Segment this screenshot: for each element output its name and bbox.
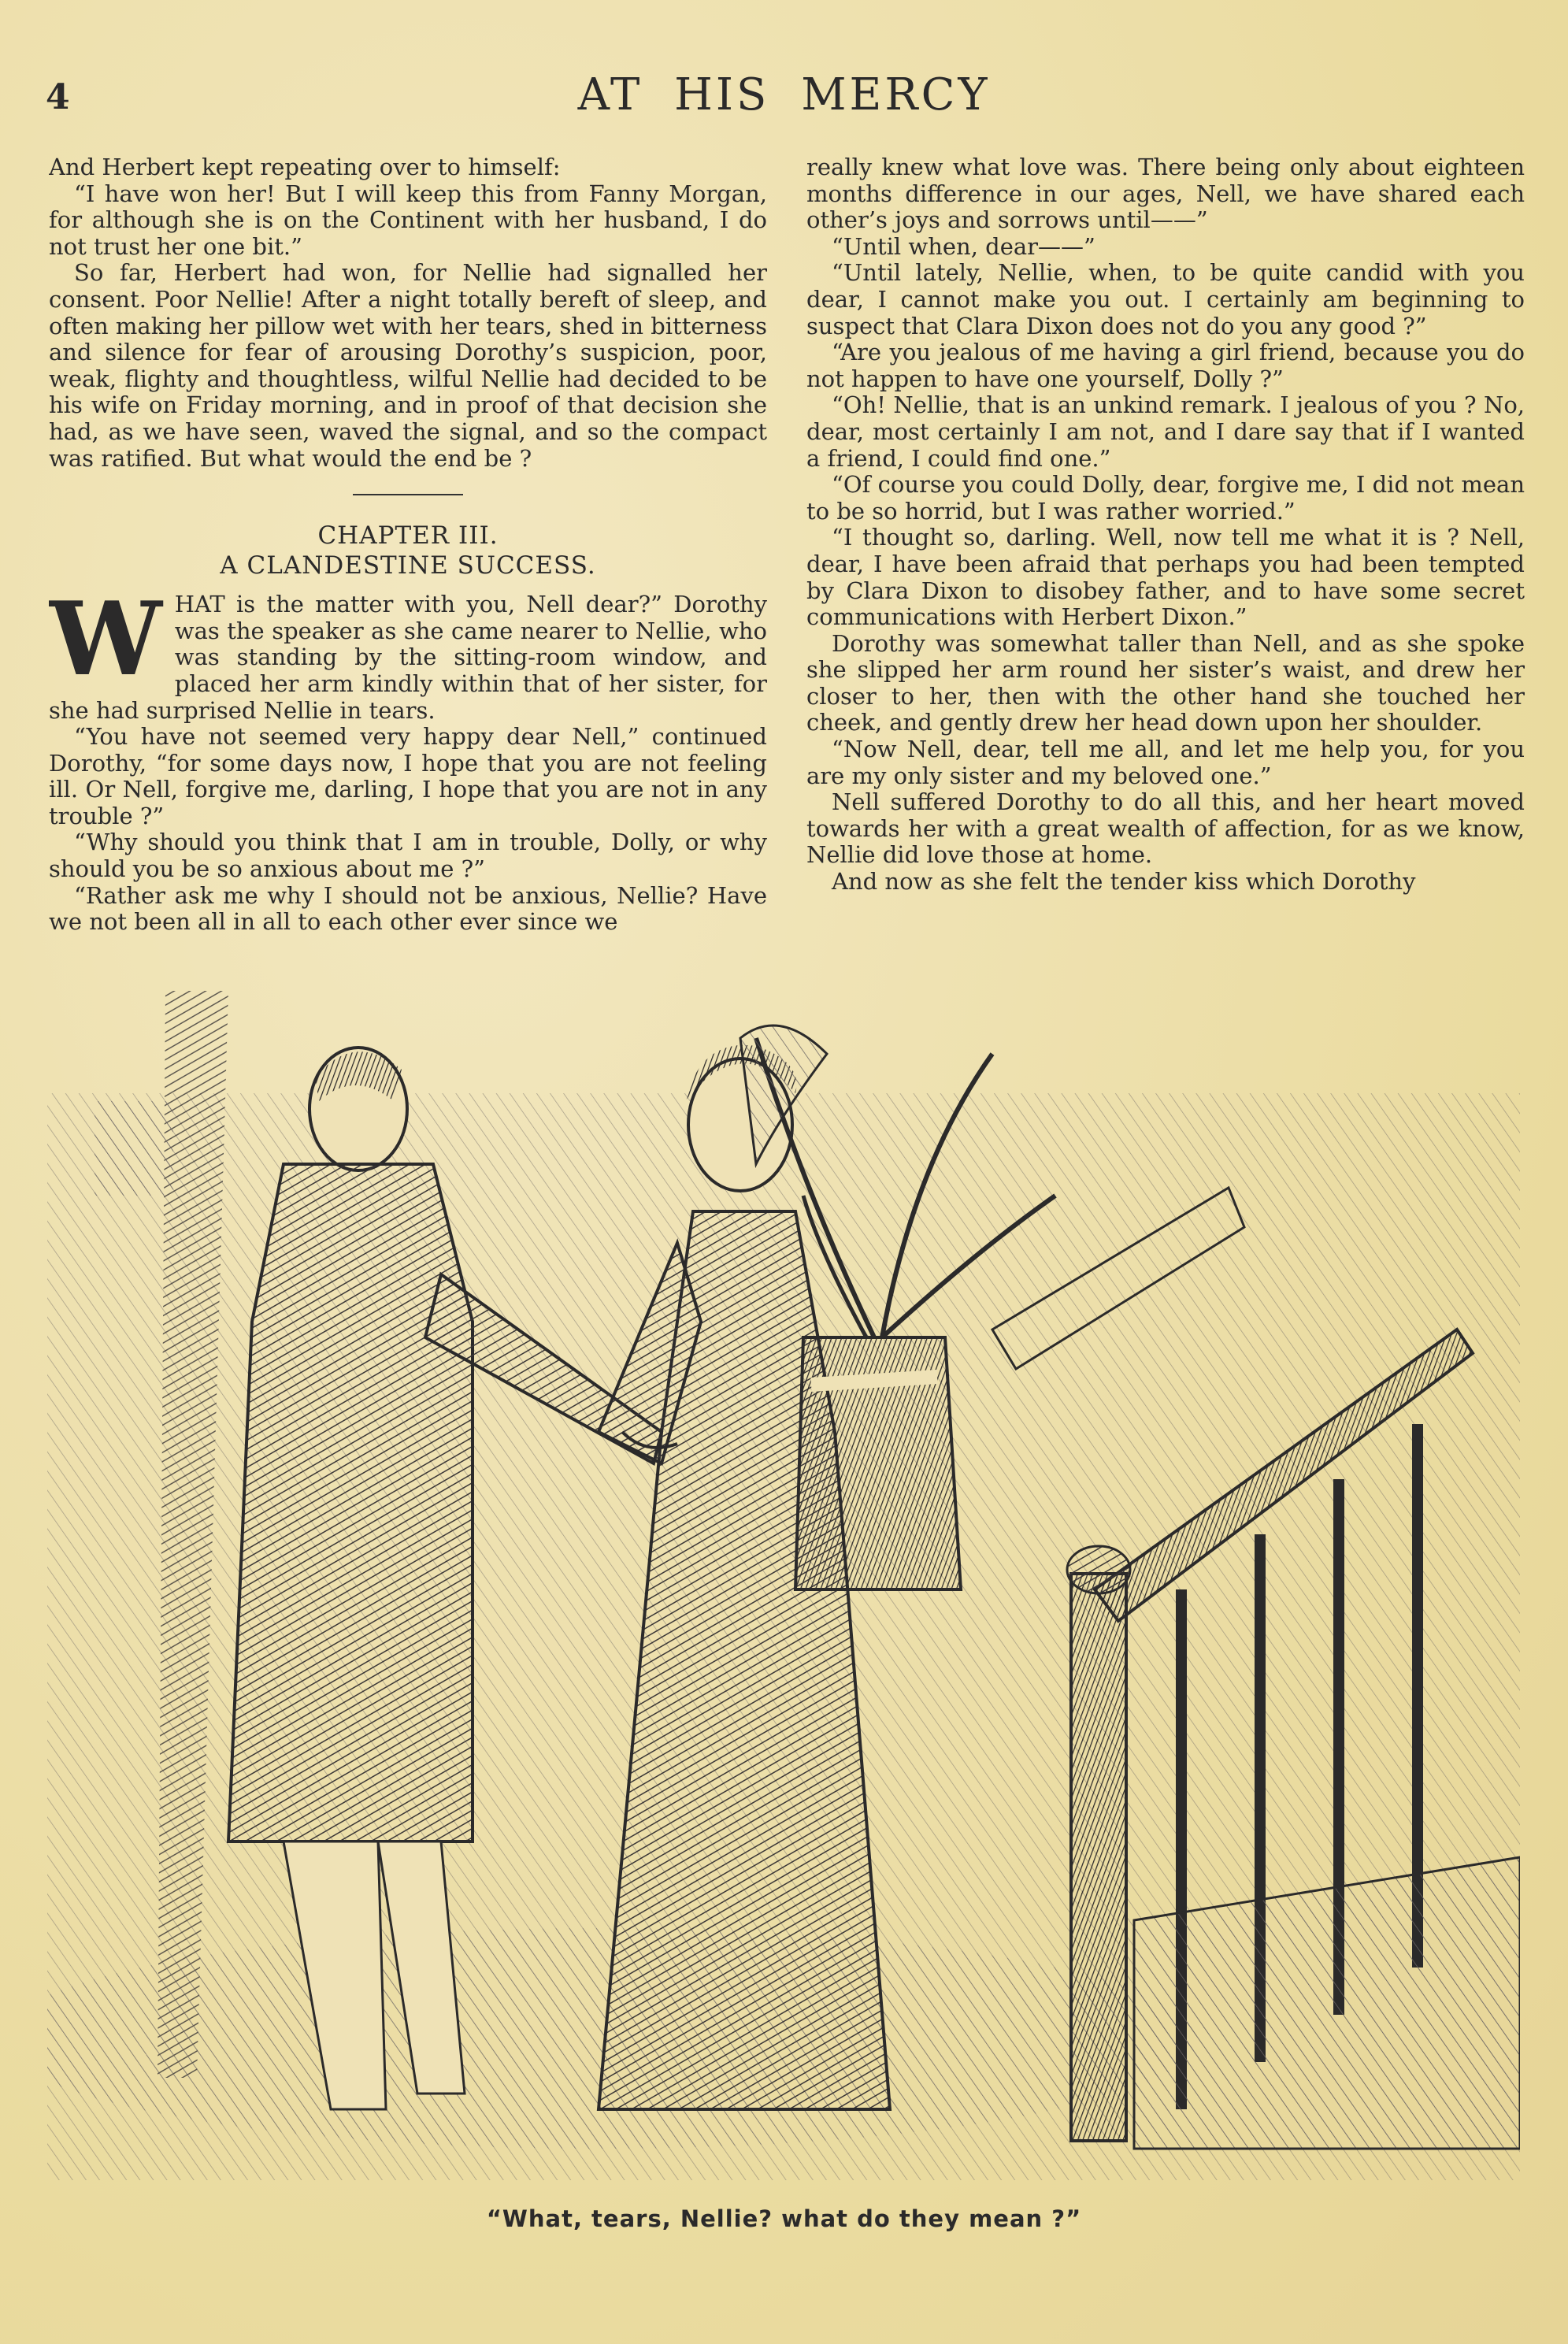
- paragraph: “Oh! Nellie, that is an unkind remark. I jealous of you ? No, dear, most certainly I am not, and I dare say that if I wanted a friend, I could find one.”: [806, 391, 1525, 472]
- page-header: [0, 69, 1568, 124]
- illustration-caption: “What, tears, Nellie? what do they mean ?”: [486, 2205, 1082, 2232]
- paragraph: “Until lately, Nellie, when, to be quite candid with you dear, I cannot make you out. I certainly am beginning to suspect that Clara Dixon does not do you any good ?”: [806, 259, 1525, 339]
- paragraph: “Rather ask me why I should not be anxious, Nellie? Have we not been all in all to each other ever since we: [49, 881, 767, 936]
- page-number: 4: [46, 77, 70, 117]
- paragraph: really knew what love was. There being only about eighteen months difference in our ages, Nell, we have shared each other’s joys and sorrows until——”: [806, 154, 1525, 234]
- paragraph: “I thought so, darling. Well, now tell me what it is ? Nell, dear, I have been afraid that perhaps you had been tempted by Clara Dixon to disobey father, and to have some secret communications with Herbert Dixon.”: [806, 524, 1525, 631]
- drop-cap: W: [49, 580, 162, 699]
- paragraph: “Of course you could Dolly, dear, forgive me, I did not mean to be so horrid, but I was rather worried.”: [806, 471, 1525, 525]
- paragraph: “Why should you think that I am in trouble, Dolly, or why should you be so anxious about me ?”: [49, 829, 767, 883]
- chapter-opening: [49, 580, 767, 724]
- engraving-illustration: [47, 991, 1520, 2180]
- left-column: [49, 154, 767, 958]
- section-rule: [353, 494, 463, 495]
- chapter-heading: [49, 521, 767, 580]
- paragraph: “You have not seemed very happy dear Nell,” continued Dorothy, “for some days now, I hope that you are not feeling ill. Or Nell, forgive me, darling, I hope that you are not in any trouble ?”: [49, 723, 767, 829]
- paragraph: And Herbert kept repeating over to himself:: [49, 154, 561, 180]
- paragraph: “Until when, dear——”: [832, 232, 1095, 260]
- running-title: AT HIS MERCY: [577, 69, 991, 121]
- paragraph: So far, Herbert had won, for Nellie had signalled her consent. Poor Nellie! After a night totally bereft of sleep, and often making her pillow wet with her tears, shed in bitterness and silence for fear of arousing Dorothy’s suspicion, poor, weak, flighty and thoughtless, wilful Nellie had decided to be his wife on Friday morning, and in proof of that decision she had, as we have seen, waved the signal, and so the compact was ratified. But what would the end be ?: [49, 259, 767, 472]
- right-column: [806, 154, 1525, 958]
- paragraph: Nell suffered Dorothy to do all this, and her heart moved towards her with a great wealth of affection, for as we know, Nellie did love those at home.: [806, 788, 1525, 869]
- chapter-number: CHAPTER III.: [317, 521, 499, 551]
- paragraph: Dorothy was somewhat taller than Nell, and as she spoke she slipped her arm round her sister’s waist, and drew her closer to her, then with the other hand she touched her cheek, and gently drew her head down upon her shoulder.: [806, 629, 1525, 736]
- paragraph: “Are you jealous of me having a girl friend, because you do not happen to have one yourself, Dolly ?”: [806, 339, 1525, 392]
- paragraph: And now as she felt the tender kiss which Dorothy: [832, 868, 1416, 896]
- opening-text: HAT is the matter with you, Nell dear?” Dorothy was the speaker as she came nearer to Nellie, who was standing by the sitting-room window, and placed her arm kindly within that of her sister, for she had surprised Nellie in tears.: [49, 591, 767, 724]
- chapter-title: A CLANDESTINE SUCCESS.: [220, 551, 596, 580]
- paragraph: “Now Nell, dear, tell me all, and let me help you, for you are my only sister and my beloved one.”: [806, 736, 1525, 789]
- paragraph: “I have won her! But I will keep this from Fanny Morgan, for although she is on the Continent with her husband, I do not trust her one bit.”: [49, 180, 767, 260]
